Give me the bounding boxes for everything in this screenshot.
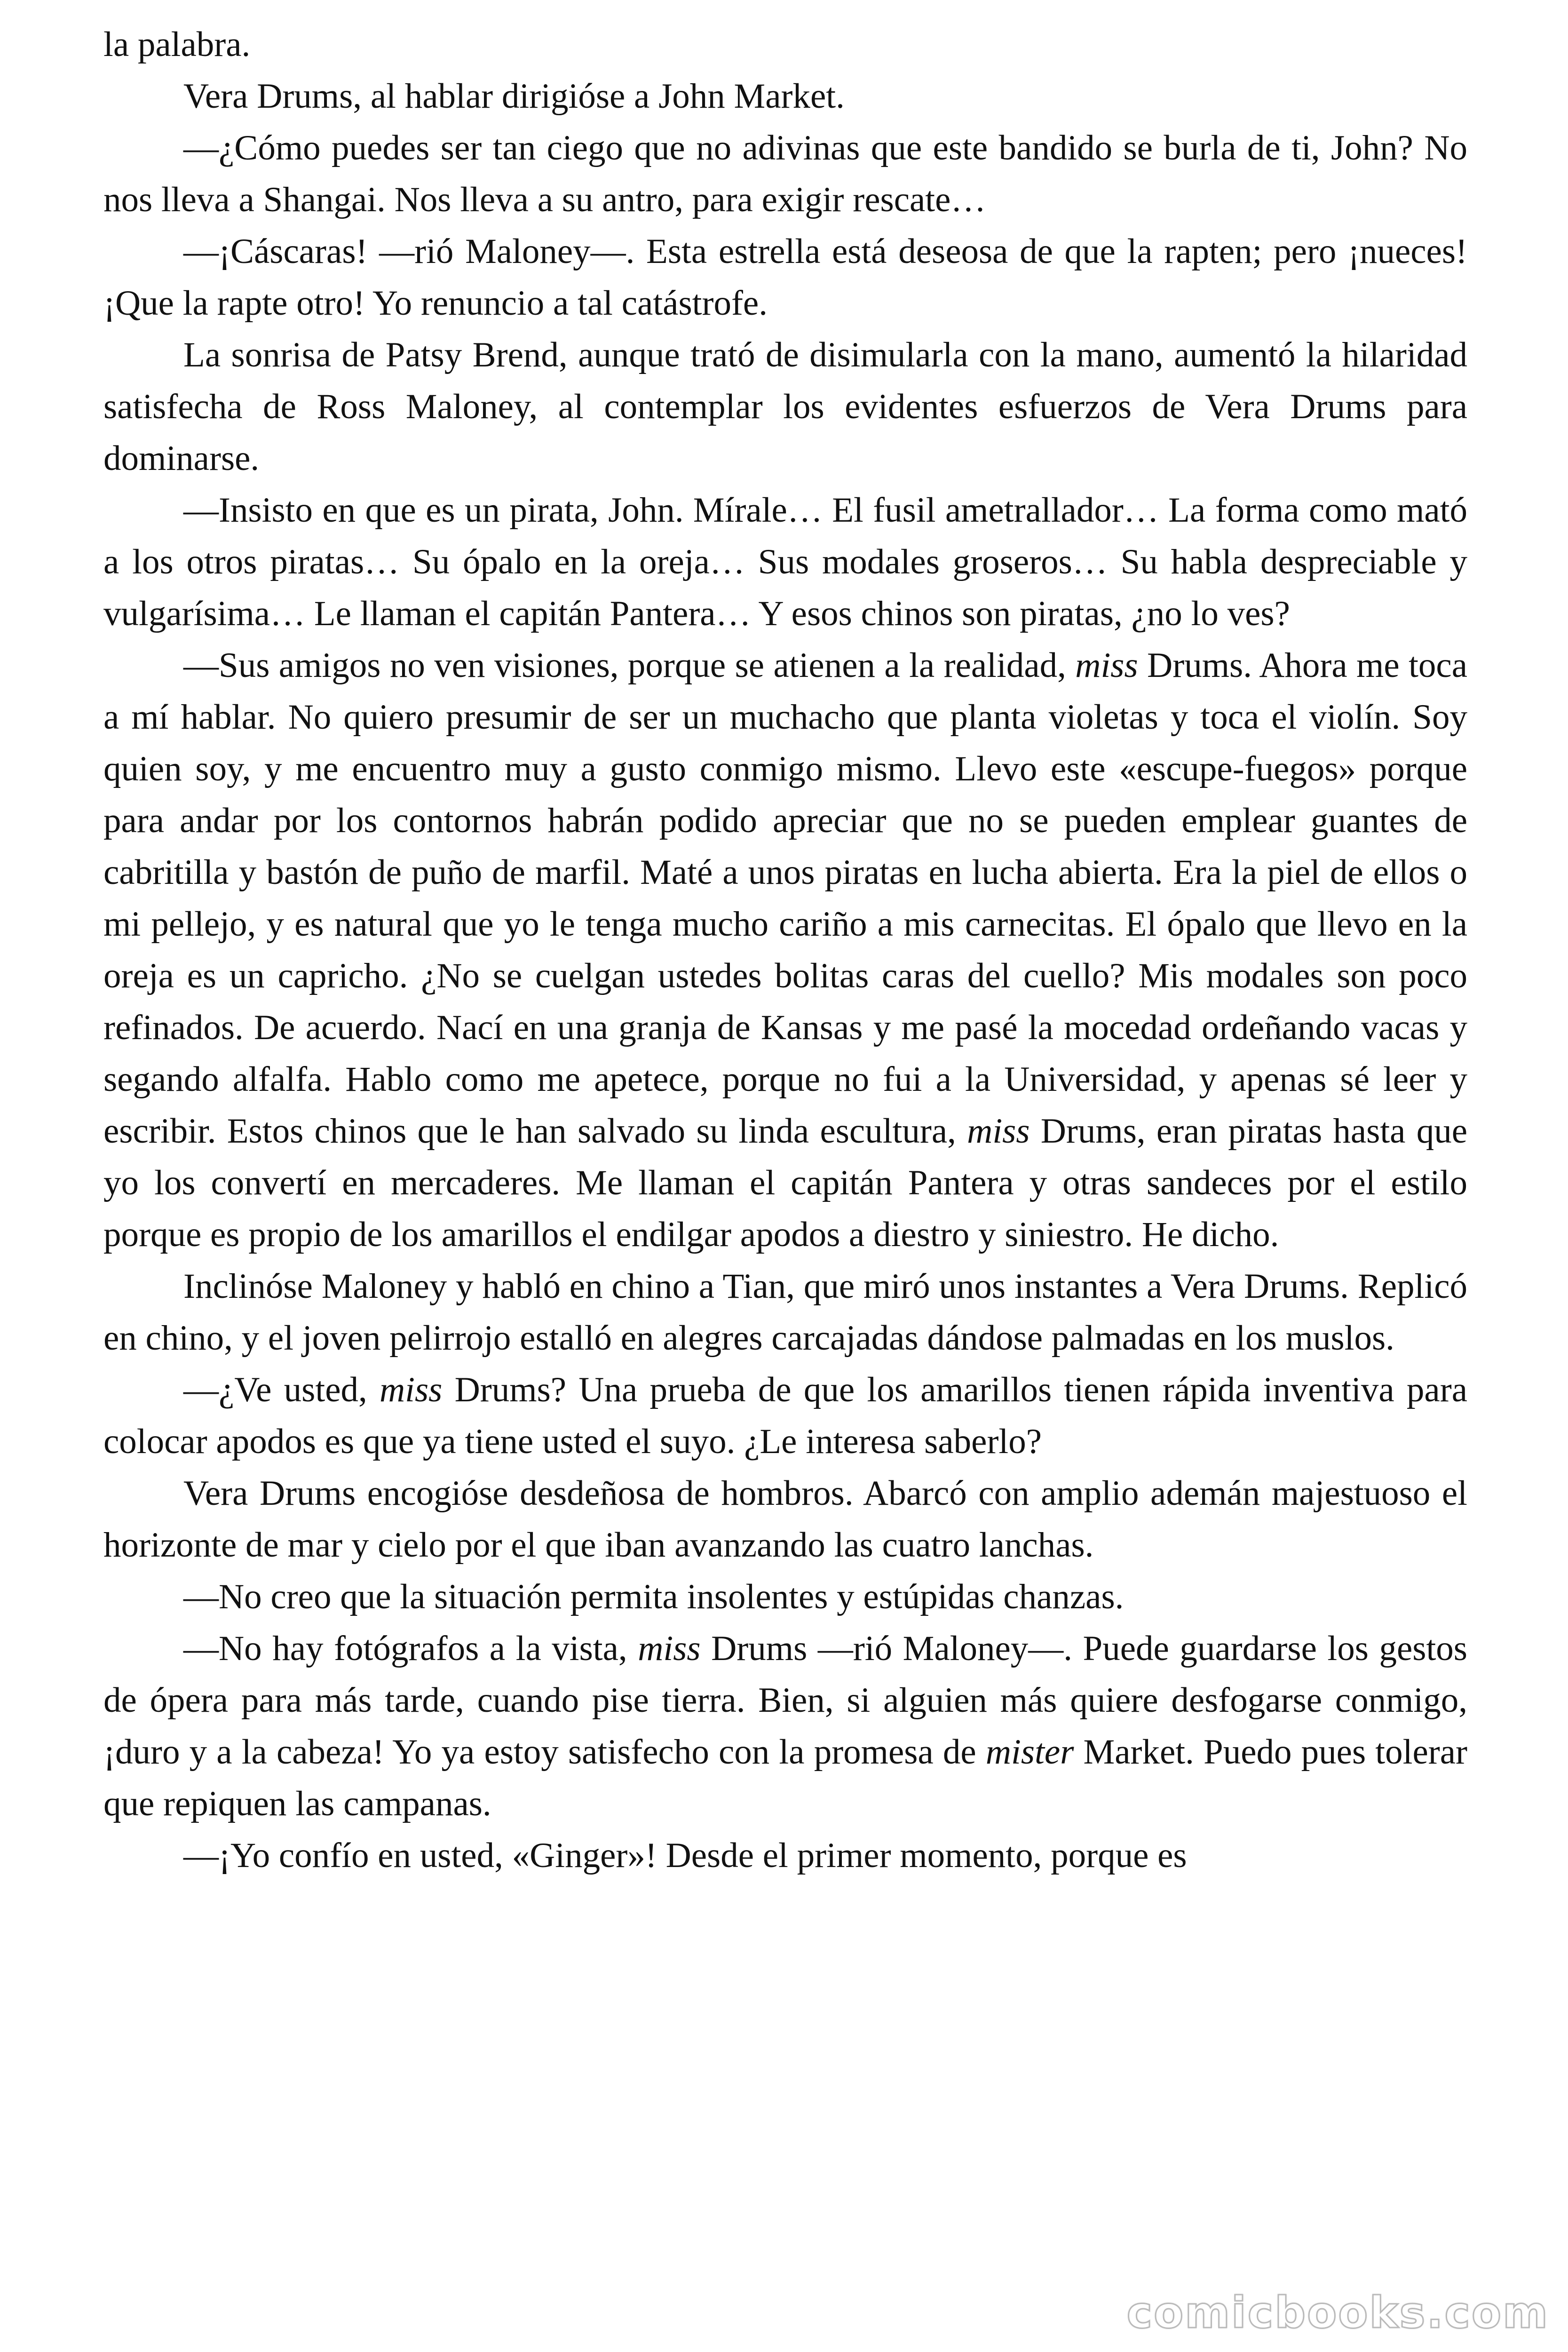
text-run: —¿Cómo puedes ser tan ciego que no adivinas que este bandido se burla de ti, John? No nos lleva a Shangai. Nos lleva a su antro, para exigir rescate…	[103, 128, 1467, 219]
text-run: Drums? Una prueba de que los amarillos tienen rápida inventiva para colocar apodos es que ya tiene usted el suyo. ¿Le interesa saberlo?	[103, 1370, 1467, 1461]
text-run: Vera Drums encogióse desdeñosa de hombros. Abarcó con amplio ademán majestuoso el horizonte de mar y cielo por el que iban avanzando las cuatro lanchas.	[103, 1474, 1467, 1565]
italic-text-run: miss	[967, 1112, 1030, 1151]
paragraph	[103, 1623, 1467, 1830]
text-run: La sonrisa de Patsy Brend, aunque trató de disimularla con la mano, aumentó la hilaridad satisfecha de Ross Maloney, al contemplar los evidentes esfuerzos de Vera Drums para dominarse.	[103, 335, 1467, 478]
paragraph	[103, 71, 1467, 122]
paragraph	[103, 485, 1467, 640]
text-run: Market. Puedo pues tolerar que repiquen las campanas.	[103, 1732, 1467, 1823]
italic-text-run: mister	[985, 1732, 1074, 1772]
text-run: Drums —rió Maloney—. Puede guardarse los gestos de ópera para más tarde, cuando pise tierra. Bien, si alguien más quiere desfogarse conmigo, ¡duro y a la cabeza! Yo ya estoy satisfecho con la promesa de	[103, 1629, 1467, 1772]
paragraph	[103, 226, 1467, 329]
italic-text-run: miss	[379, 1370, 443, 1409]
book-page-text	[103, 19, 1467, 1882]
text-run: —No hay fotógrafos a la vista,	[183, 1629, 638, 1668]
text-run: —¡Cáscaras! —rió Maloney—. Esta estrella está deseosa de que la rapten; pero ¡nueces! ¡Que la rapte otro! Yo renuncio a tal catástrofe.	[103, 232, 1467, 323]
text-run: —¿Ve usted,	[183, 1370, 380, 1409]
text-run: Inclinóse Maloney y habló en chino a Tian, que miró unos instantes a Vera Drums. Replicó en chino, y el joven pelirrojo estalló en alegres carcajadas dándose palmadas en los muslos.	[103, 1267, 1467, 1358]
text-run: —¡Yo confío en usted, «Ginger»! Desde el primer momento, porque es	[183, 1836, 1187, 1875]
text-run: la palabra.	[103, 25, 251, 64]
text-run: Drums, eran piratas hasta que yo los convertí en mercaderes. Me llaman el capitán Pantera y otras sandeces por el estilo porque es propio de los amarillos el endilgar apodos a diestro y siniestro. He dicho.	[103, 1112, 1467, 1254]
paragraph	[103, 1830, 1467, 1882]
text-run: Vera Drums, al hablar dirigióse a John Market.	[183, 77, 845, 116]
paragraph	[103, 1364, 1467, 1468]
text-run: —Sus amigos no ven visiones, porque se atienen a la realidad,	[183, 646, 1076, 685]
paragraph	[103, 122, 1467, 226]
paragraph	[103, 1468, 1467, 1571]
paragraph	[103, 1571, 1467, 1623]
text-run: —Insisto en que es un pirata, John. Mírale… El fusil ametrallador… La forma como mató a los otros piratas… Su ópalo en la oreja… Sus modales groseros… Su habla despreciable y vulgarísima… Le llaman el capitán Pantera… Y esos chinos son piratas, ¿no lo ves?	[103, 491, 1467, 633]
paragraph	[103, 1261, 1467, 1364]
text-run: —No creo que la situación permita insolentes y estúpidas chanzas.	[183, 1577, 1124, 1616]
paragraph	[103, 19, 1467, 71]
paragraph	[103, 329, 1467, 485]
paragraph	[103, 640, 1467, 1261]
text-run: Drums. Ahora me toca a mí hablar. No quiero presumir de ser un muchacho que planta violetas y toca el violín. Soy quien soy, y me encuentro muy a gusto conmigo mismo. Llevo este «escupe-fuegos» porque para andar por los contornos habrán podido apreciar que no se pueden emplear guantes de cabritilla y bastón de puño de marfil. Maté a unos piratas en lucha abierta. Era la piel de ellos o mi pellejo, y es natural que yo le tenga mucho cariño a mis carnecitas. El ópalo que llevo en la oreja es un capricho. ¿No se cuelgan ustedes bolitas caras del cuello? Mis modales son poco refinados. De acuerdo. Nací en una granja de Kansas y me pasé la mocedad ordeñando vacas y segando alfalfa. Hablo como me apetece, porque no fui a la Universidad, y apenas sé leer y escribir. Estos chinos que le han salvado su linda escultura,	[103, 646, 1467, 1151]
italic-text-run: miss	[1075, 646, 1138, 685]
italic-text-run: miss	[638, 1629, 701, 1668]
site-watermark: comicbooks.com	[1126, 2288, 1549, 2338]
